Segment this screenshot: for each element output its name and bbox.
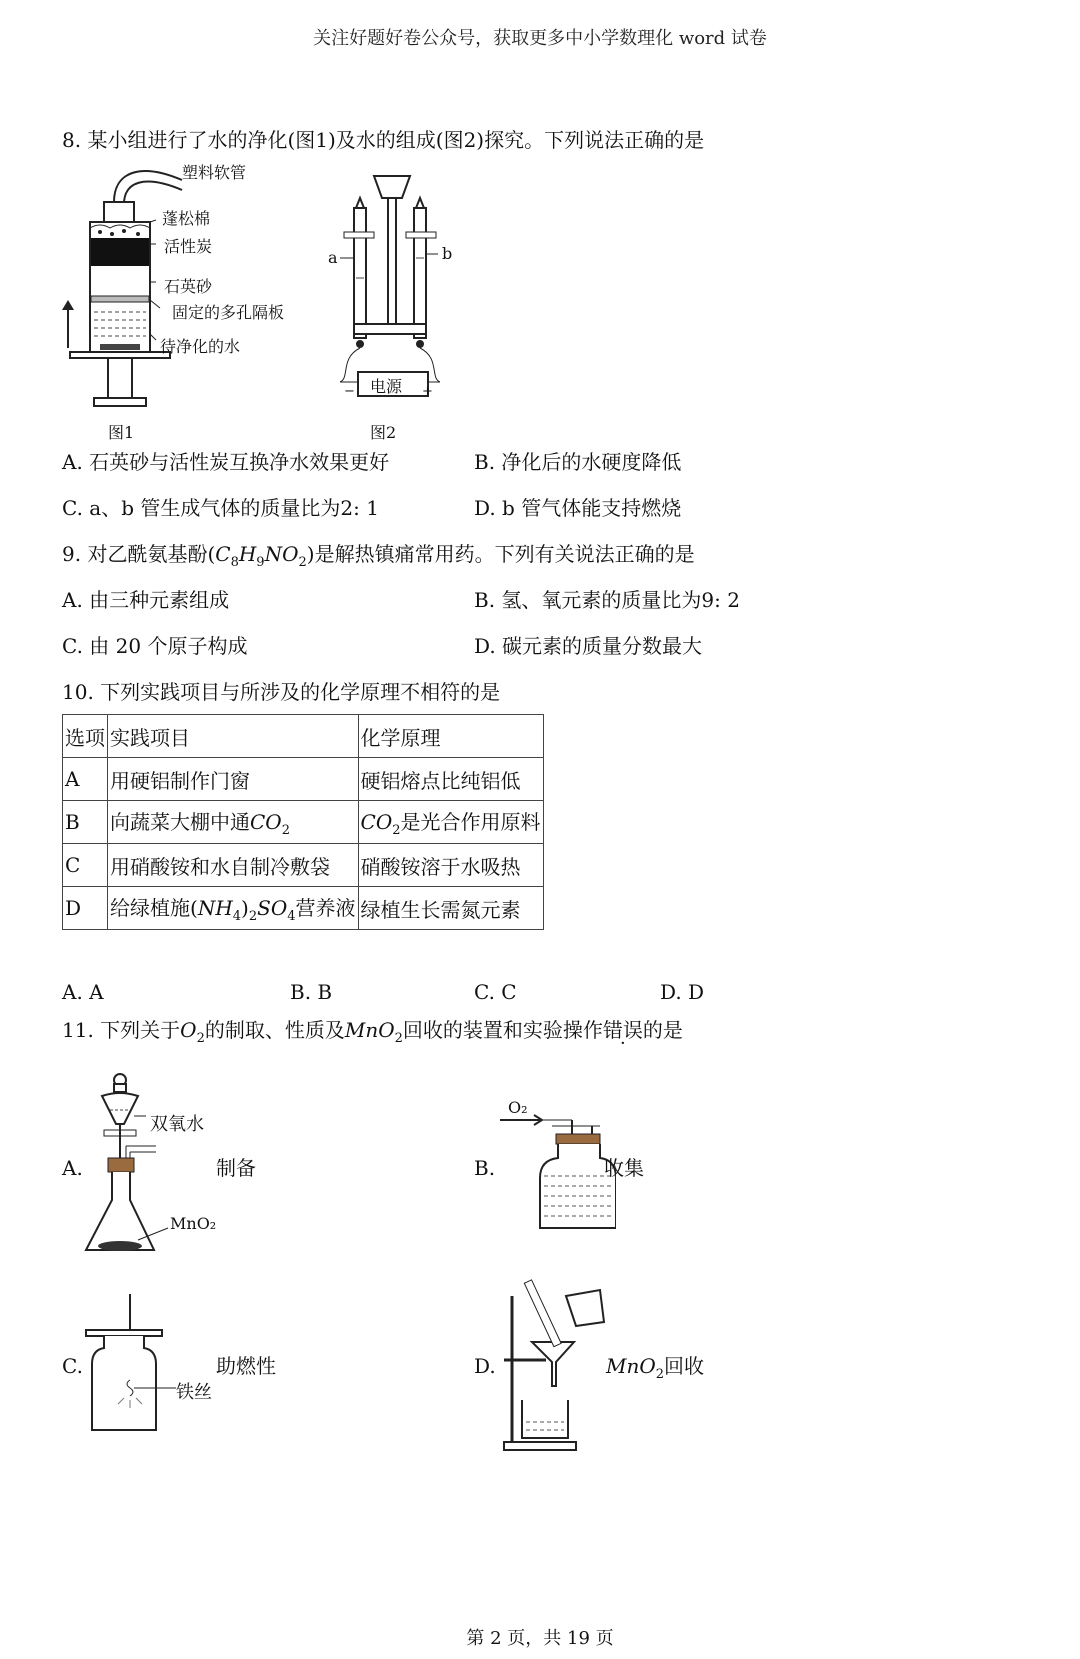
q9-option-d: D. 碳元素的质量分数最大: [474, 634, 703, 658]
fig2-label-a: a: [328, 248, 338, 267]
q10-option-b: B. B: [290, 980, 333, 1004]
q11-d-apparatus: [496, 1276, 616, 1456]
q11-a-letter: A.: [62, 1156, 83, 1180]
page-footer: 第 2 页，共 19 页: [466, 1628, 614, 1649]
q8-option-b: B. 净化后的水硬度降低: [474, 450, 682, 474]
fig1-label-carbon: 活性炭: [164, 237, 213, 256]
row-c-principle: 硝酸铵溶于水吸热: [358, 844, 543, 887]
q11-d-letter: D.: [474, 1354, 496, 1378]
row-a-practice: 用硬铝制作门窗: [108, 758, 359, 801]
row-a-option: A: [63, 758, 108, 801]
fig2-plus: +: [422, 384, 433, 399]
q10-stem: 10. 下列实践项目与所涉及的化学原理不相符的是: [62, 680, 501, 704]
fig1-label-plate: 固定的多孔隔板: [172, 303, 285, 322]
th-option: 选项: [63, 715, 108, 758]
q11-c-apparatus: [84, 1290, 184, 1440]
q9-option-c: C. 由 20 个原子构成: [62, 634, 248, 658]
q11-d-desc: MnO$_2$回收: [606, 1354, 705, 1382]
q8-option-a: A. 石英砂与活性炭互换净水效果更好: [62, 450, 390, 474]
q11-b-desc: 收集: [604, 1156, 644, 1180]
fig1-label-water: 待净化的水: [160, 337, 241, 356]
fig1-label-sand: 石英砂: [164, 277, 213, 296]
row-b-principle: $CO_2$是光合作用原料: [358, 801, 543, 844]
q10-option-c: C. C: [474, 980, 517, 1004]
th-principle: 化学原理: [358, 715, 543, 758]
q11-b-letter: B.: [474, 1156, 496, 1180]
fig1-label-cotton: 蓬松棉: [162, 209, 211, 228]
q8-stem: 8. 某小组进行了水的净化(图1)及水的组成(图2)探究。下列说法正确的是: [62, 128, 705, 152]
q10-option-d: D. D: [660, 980, 705, 1004]
row-a-principle: 硬铝熔点比纯铝低: [358, 758, 543, 801]
q11-b-gas: O₂: [508, 1098, 528, 1117]
q11-c-letter: C.: [62, 1354, 83, 1378]
q11-stem: 11. 下列关于$O_2$的制取、性质及MnO$_2$回收的装置和实验操作错误的是: [62, 1018, 683, 1046]
q11-a-desc: 制备: [216, 1156, 256, 1180]
q10-table: [62, 714, 544, 930]
fig1-caption: 图1: [108, 423, 135, 442]
table-header-row: [63, 715, 544, 758]
fig2-caption: 图2: [370, 423, 397, 442]
q10-option-a: A. A: [62, 980, 104, 1004]
fig1-label-tube: 塑料软管: [182, 163, 247, 182]
q11-a-reagent: 双氧水: [150, 1114, 204, 1135]
q8-option-c: C. a、b 管生成气体的质量比为2: 1: [62, 496, 379, 520]
row-c-practice: 用硝酸铵和水自制冷敷袋: [108, 844, 359, 887]
row-b-option: B: [63, 801, 108, 844]
row-d-option: D: [63, 887, 108, 930]
page-header: 关注好题好卷公众号，获取更多中小学数理化 word 试卷: [313, 28, 767, 49]
q11-c-desc: 助燃性: [216, 1354, 276, 1378]
table-row: [63, 758, 544, 801]
emphasis-text: 错误: [602, 1018, 643, 1042]
row-b-practice: 向蔬菜大棚中通$CO_2$: [108, 801, 359, 844]
q11-b-apparatus: [496, 1098, 616, 1238]
q9-stem: 9. 对乙酰氨基酚$(C_8H_9NO_2)$是解热镇痛常用药。下列有关说法正确的是: [62, 542, 695, 570]
q11-c-wire: 铁丝: [176, 1382, 212, 1403]
fig2-minus: −: [344, 384, 355, 399]
q8-option-d: D. b 管气体能支持燃烧: [474, 496, 682, 520]
q9-option-a: A. 由三种元素组成: [62, 588, 230, 612]
table-row: [63, 887, 544, 930]
q11-a-solid: MnO₂: [170, 1214, 217, 1233]
table-row: [63, 844, 544, 887]
fig2-power-label: 电源: [370, 377, 403, 396]
row-c-option: C: [63, 844, 108, 887]
row-d-principle: 绿植生长需氮元素: [358, 887, 543, 930]
q9-option-b: B. 氢、氧元素的质量比为9: 2: [474, 588, 740, 612]
fig2-label-b: b: [442, 244, 453, 263]
row-d-practice: 给绿植施$(NH_4)_2SO_4$营养液: [108, 887, 359, 930]
th-practice: 实践项目: [108, 715, 359, 758]
table-row: [63, 801, 544, 844]
